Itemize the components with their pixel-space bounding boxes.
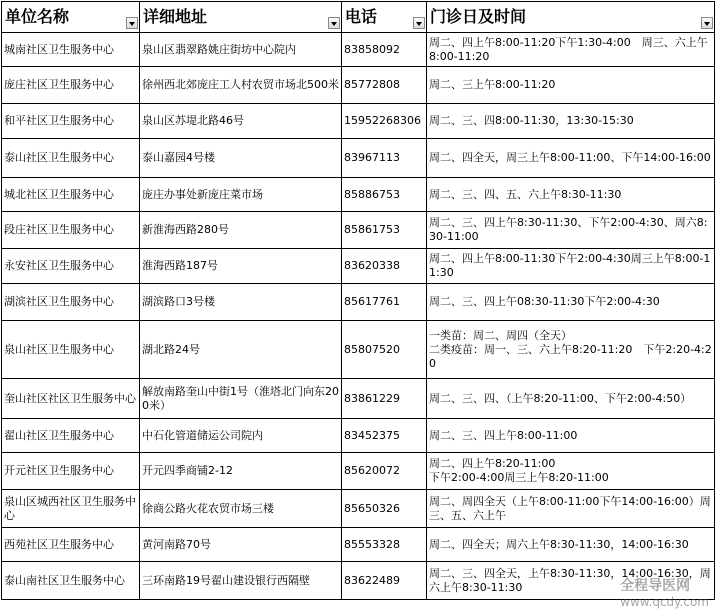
table-row — [2, 562, 715, 600]
cell-address[interactable]: 淮海西路187号 — [140, 249, 342, 284]
cell-address[interactable]: 湖北路24号 — [140, 321, 342, 379]
cell-name[interactable]: 和平社区卫生服务中心 — [2, 104, 140, 139]
table-row — [2, 249, 715, 284]
cell-hours[interactable]: 周二、三、四全天，上午8:30-11:30，14:00-16:30，周六上午8:30-11:30 — [427, 562, 715, 600]
header-address-label: 详细地址 — [143, 7, 208, 26]
header-row — [2, 2, 715, 33]
cell-phone[interactable]: 83858092 — [342, 33, 427, 67]
table-row — [2, 379, 715, 419]
table-row — [2, 321, 715, 379]
cell-address[interactable]: 湖滨路口3号楼 — [140, 284, 342, 321]
cell-phone[interactable]: 83967113 — [342, 139, 427, 178]
cell-phone[interactable]: 83452375 — [342, 419, 427, 453]
cell-hours[interactable]: 周二、三、四上午8:00-11:00 — [427, 419, 715, 453]
filter-dropdown-icon[interactable] — [413, 17, 425, 29]
cell-address[interactable]: 徐商公路火花农贸市场三楼 — [140, 490, 342, 528]
cell-address[interactable]: 庞庄办事处新庞庄菜市场 — [140, 178, 342, 212]
cell-hours[interactable]: 周二、三、四上午08:30-11:30下午2:00-4:30 — [427, 284, 715, 321]
cell-hours[interactable]: 一类苗：周二、周四（全天） 二类疫苗：周一、三、六上午8:20-11:20 下午2:20-4:20 — [427, 321, 715, 379]
cell-hours[interactable]: 周二、四全天；周六上午8:30-11:30，14:00-16:30 — [427, 528, 715, 562]
table-row — [2, 178, 715, 212]
cell-phone[interactable]: 85861753 — [342, 212, 427, 249]
cell-phone[interactable]: 85650326 — [342, 490, 427, 528]
table-row — [2, 453, 715, 490]
cell-address[interactable]: 中石化管道储运公司院内 — [140, 419, 342, 453]
table-row — [2, 528, 715, 562]
cell-name[interactable]: 西苑社区卫生服务中心 — [2, 528, 140, 562]
cell-name[interactable]: 庞庄社区卫生服务中心 — [2, 67, 140, 104]
cell-name[interactable]: 城北社区卫生服务中心 — [2, 178, 140, 212]
cell-hours[interactable]: 周二、三、四、（上午8:20-11:00、下午2:00-4:50） — [427, 379, 715, 419]
filter-dropdown-icon[interactable] — [701, 17, 713, 29]
cell-phone[interactable]: 85617761 — [342, 284, 427, 321]
cell-name[interactable]: 永安社区卫生服务中心 — [2, 249, 140, 284]
cell-hours[interactable]: 周二、四上午8:00-11:20下午1:30-4:00 周三、六上午8:00-11:20 — [427, 33, 715, 67]
header-name-label: 单位名称 — [5, 7, 70, 26]
cell-address[interactable]: 开元四季商铺2-12 — [140, 453, 342, 490]
cell-hours[interactable]: 周二、周四全天（上午8:00-11:00下午14:00-16:00）周三、五、六上午 — [427, 490, 715, 528]
watermark-title: 全程导医网 — [620, 578, 691, 594]
cell-name[interactable]: 翟山社区卫生服务中心 — [2, 419, 140, 453]
cell-address[interactable]: 黄河南路70号 — [140, 528, 342, 562]
cell-hours[interactable]: 周二、四上午8:00-11:30下午2:00-4:30周三上午8:00-11:30 — [427, 249, 715, 284]
table-row — [2, 284, 715, 321]
cell-hours[interactable]: 周二、三、四8:00-11:30，13:30-15:30 — [427, 104, 715, 139]
clinic-table — [1, 1, 715, 600]
table-body — [2, 33, 715, 600]
table-row — [2, 212, 715, 249]
cell-phone[interactable]: 83620338 — [342, 249, 427, 284]
cell-address[interactable]: 泉山区苏堤北路46号 — [140, 104, 342, 139]
cell-address[interactable]: 三环南路19号翟山建设银行西隔壁 — [140, 562, 342, 600]
filter-dropdown-icon[interactable] — [126, 17, 138, 29]
cell-phone[interactable]: 85553328 — [342, 528, 427, 562]
table-row — [2, 33, 715, 67]
cell-phone[interactable]: 85807520 — [342, 321, 427, 379]
cell-name[interactable]: 泉山区城西社区卫生服务中心 — [2, 490, 140, 528]
cell-name[interactable]: 泉山社区卫生服务中心 — [2, 321, 140, 379]
cell-address[interactable]: 泉山区翡翠路姚庄街坊中心院内 — [140, 33, 342, 67]
table-row — [2, 67, 715, 104]
table-row — [2, 419, 715, 453]
cell-hours[interactable]: 周二、三、四上午8:30-11:30、下午2:00-4:30、周六8:30-11:00 — [427, 212, 715, 249]
cell-name[interactable]: 湖滨社区卫生服务中心 — [2, 284, 140, 321]
header-hours[interactable] — [427, 2, 715, 33]
cell-name[interactable]: 奎山社区社区卫生服务中心 — [2, 379, 140, 419]
cell-phone[interactable]: 85886753 — [342, 178, 427, 212]
cell-name[interactable]: 泰山社区卫生服务中心 — [2, 139, 140, 178]
cell-phone[interactable]: 83861229 — [342, 379, 427, 419]
cell-phone[interactable]: 85772808 — [342, 67, 427, 104]
cell-phone[interactable]: 15952268306 — [342, 104, 427, 139]
cell-address[interactable]: 泰山嘉园4号楼 — [140, 139, 342, 178]
cell-name[interactable]: 段庄社区卫生服务中心 — [2, 212, 140, 249]
cell-address[interactable]: 徐州西北郊庞庄工人村农贸市场北500米 — [140, 67, 342, 104]
table-row — [2, 139, 715, 178]
cell-hours[interactable]: 周二、三上午8:00-11:20 — [427, 67, 715, 104]
cell-phone[interactable]: 83622489 — [342, 562, 427, 600]
table-row — [2, 490, 715, 528]
cell-address[interactable]: 解放南路奎山中街1号（淮塔北门向东200米） — [140, 379, 342, 419]
cell-phone[interactable]: 85620072 — [342, 453, 427, 490]
cell-hours[interactable]: 周二、三、四、五、六上午8:30-11:30 — [427, 178, 715, 212]
cell-name[interactable]: 泰山南社区卫生服务中心 — [2, 562, 140, 600]
header-phone-label: 电话 — [345, 7, 378, 26]
table-row — [2, 104, 715, 139]
cell-name[interactable]: 开元社区卫生服务中心 — [2, 453, 140, 490]
cell-hours[interactable]: 周二、四全天，周三上午8:00-11:00、下午14:00-16:00 — [427, 139, 715, 178]
watermark-url: www.qcdy.com — [620, 595, 709, 609]
header-hours-label: 门诊日及时间 — [430, 7, 527, 26]
cell-hours[interactable]: 周二、四上午8:20-11:00 下午2:00-4:00周三上午8:20-11:00 — [427, 453, 715, 490]
header-phone[interactable] — [342, 2, 427, 33]
header-address[interactable] — [140, 2, 342, 33]
cell-address[interactable]: 新淮海西路280号 — [140, 212, 342, 249]
filter-dropdown-icon[interactable] — [328, 17, 340, 29]
header-name[interactable] — [2, 2, 140, 33]
cell-name[interactable]: 城南社区卫生服务中心 — [2, 33, 140, 67]
